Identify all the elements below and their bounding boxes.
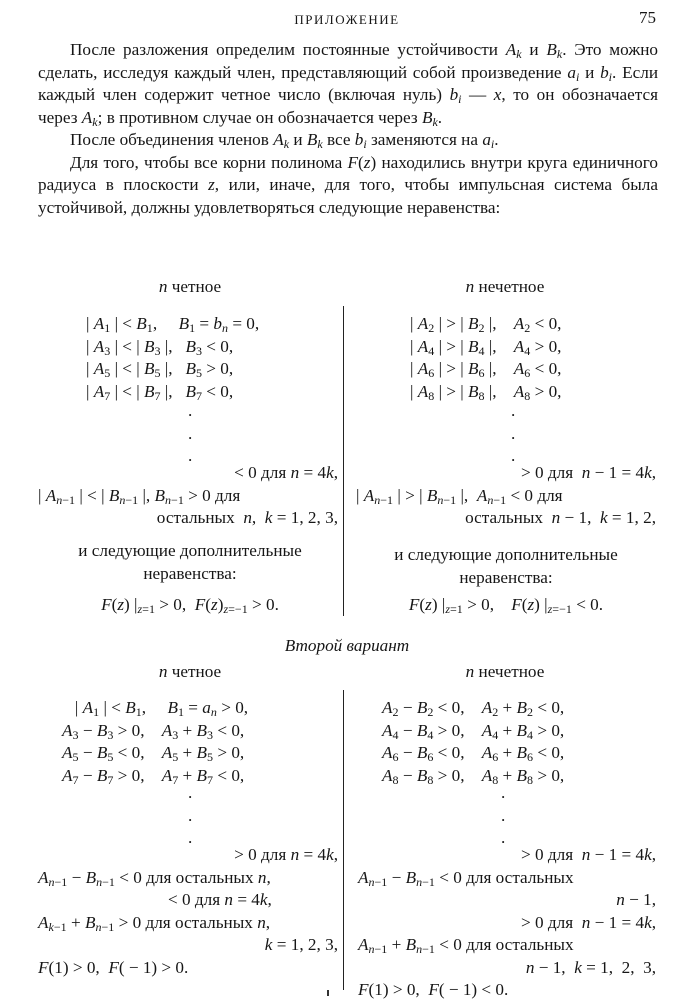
paragraph-2: После объединения членов $A_k$ и $B_k$ все $b_i$ заменяются на $a_i$. (70, 130, 499, 151)
v2-even-dots: . . . (188, 783, 193, 847)
v1-even-formulas: | $A_1$ | < $B_1$, $B_1 = b_n = 0$, | $A_3$ | < | $B_3$ |, $B_3 < 0$, | $A_5$ | < | $B_5$ |, $B_5 > 0$, | $A_7$ | < | $B_7$ |, $B_7 < 0$, (86, 314, 260, 403)
v1-odd-extra-formula: F(z) $|_{z=1} > 0$, F(z) $|_{z=-1} < 0$. (408, 595, 604, 616)
v1-odd-formulas: | $A_2$ | > | $B_2$ |, $A_2 < 0$, | $A_4$ | > | $B_4$ |, $A_4 > 0$, | $A_6$ | > | $B_6$ |, $A_6 < 0$, | $A_8$ | > | $B_8$ |, $A_8 > 0$, (410, 314, 562, 403)
v2-even-general: > 0 для n = 4k, $A_{n-1} - B_{n-1} < 0$ для остальных n, < 0 для n = 4k, $A_{k-1} + B_{n-1} > 0$ для остальных n, k = 1, 2, 3, F(1) > 0, F( − 1) > 0. (38, 845, 338, 977)
variant2-title: Второй вариант (284, 636, 410, 655)
v1-even-general: < 0 для n = 4k, | $A_{n-1}$ | < | $B_{n-1}$ |, $B_{n-1} > 0$ для остальных n, k = 1, 2, 3, (38, 463, 338, 527)
v2-even-heading: n четное (158, 662, 222, 681)
v1-even-extra-formula: F(z) $|_{z=1} > 0$, $F(z)_{z=-1} > 0$. (101, 595, 279, 616)
paragraph-3: Для того, чтобы все корни полинома F(z) находились внутри круга единичного радиуса в плоскости z, или, иначе, для того, чтобы импульсная система была устойчивой, должны удовлетворяться следующие неравенства: (38, 152, 659, 217)
v1-odd-general: > 0 для n − 1 = 4k, | $A_{n-1}$ | > | $B_{n-1}$ |, $A_{n-1} < 0$ для остальных n − 1, k = 1, 2, (356, 463, 656, 527)
v2-odd-dots: . . . (501, 783, 506, 847)
v1-even-dots: . . . (188, 401, 193, 465)
v1-even-extra: и следующие дополнительные неравенства: (78, 541, 302, 583)
intro-text (38, 39, 658, 219)
print-mark (327, 990, 329, 996)
v1-column-divider (343, 306, 344, 616)
v2-odd-formulas: $A_2 - B_2 < 0$, $A_2 + B_2 < 0$, $A_4 - B_4 > 0$, $A_4 + B_4 > 0$, $A_6 - B_6 < 0$, $A_6 + B_6 < 0$, $A_8 - B_8 > 0$, $A_8 + B_8 > 0$, (382, 698, 565, 787)
v2-even-formulas: | $A_1$ | < $B_1$, $B_1 = a_n > 0$, $A_3 - B_3 > 0$, $A_3 + B_3 < 0$, $A_5 - B_5 < 0$, $A_5 + B_5 > 0$, $A_7 - B_7 > 0$, $A_7 + B_7 < 0$, (62, 698, 249, 787)
v2-column-divider (343, 690, 344, 990)
v1-odd-extra: и следующие дополнительные неравенства: (394, 545, 618, 587)
v2-odd-heading: n нечетное (465, 662, 545, 681)
v2-odd-general: > 0 для n − 1 = 4k, $A_{n-1} - B_{n-1} < 0$ для остальных n − 1, > 0 для n − 1 = 4k, $A_{n-1} + B_{n-1} < 0$ для остальных n − 1, k = 1, 2, 3, F(1) > 0, F( − 1) < 0. (358, 845, 656, 999)
v1-even-heading: n четное (158, 277, 222, 296)
paragraph-1: После разложения определим постоянные устойчивости $A_k$ и $B_k$. Это можно сделать, исследуя каждый член, представляющий собой произведение $a_i$ и $b_i$. Если каждый член содержит четное число (включая нуль) $b_i$ — x, то он обозначается через $A_k$; в противном случае он обозначается через $B_k$. (38, 40, 659, 129)
page-number: 75 (639, 8, 656, 27)
running-title: ПРИЛОЖЕНИЕ (294, 12, 400, 27)
v1-odd-heading: n нечетное (465, 277, 545, 296)
v1-odd-dots: . . . (511, 401, 516, 465)
